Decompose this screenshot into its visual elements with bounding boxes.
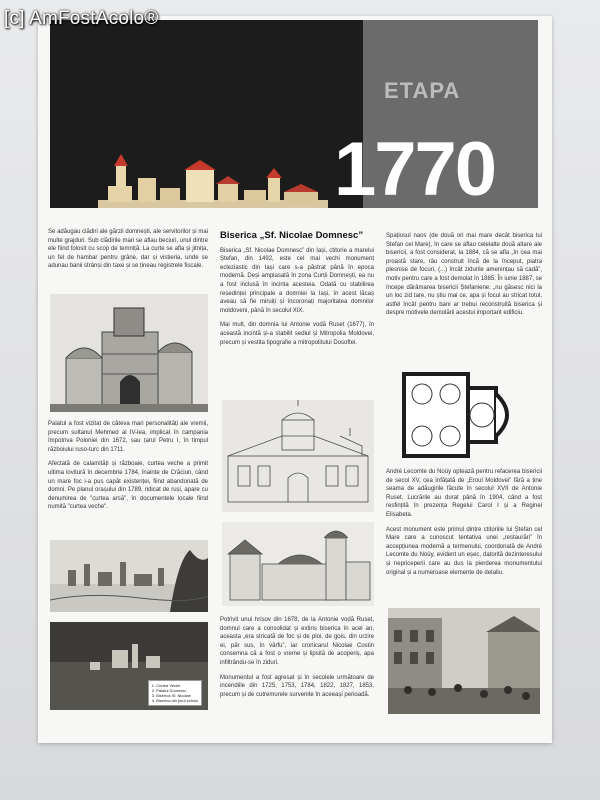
year-heading: 1770: [334, 127, 496, 208]
old-city-map: [50, 622, 208, 710]
church-front-drawing: [222, 400, 374, 512]
church-history-text: Potrivit unui hrisov din 1678, de la Antonie vodă Ruset, domnul care a consolidat și extins biserica în acel an, aceasta „era stricată de foc și de ploi, de gois, din urzire ei, păr sus, în vârfu”, iar cronicarul Nicolae Costin consemna că a fost o vreme și lipsită de acoperiș, apa infiltrându-se în ziduri. Monumentul a fost agresat și în secolele următoare de incendiile din 1725, 1753, 1784, 1822, 1827, 1853, precum și de cutremurele survenite în aceeași perioadă.: [220, 617, 374, 698]
nave-description-text: Spațiosul naos (de două ori mai mare decât biserica lui Ștefan cel Mare), în care se aflau celelalte două altare ale bisericii, a fost considerat, la 1884, că se afla „în cea mai proastă stare, râu construit încă de la început, piatra plesnise de focuri, (...) încât zidurile amenințau să cadă”, motiv pentru care a fost demolat în 1885. În iunie 1887, se începe dărâmarea bisericii Ștefaniene: „nu găsesc nici la un loc zid tare, nu știu mai ce, apa și focul au stricat totul, astfel încât pentru bani ar trebui reconstruită biserica și despre motivele demolării acestui important edificiu.: [386, 233, 542, 317]
left-intro-text: Se adăugau clădiri ale gărzii domnești, ale servitorilor și mai multe grajduri. Sub clădirile mari se aflau beciuri, unul dintre ele fiind folosit cu scop de temniță. La curte se afla și jitnița, un fel de hambar pentru grâne, dar și vistieria, unde se adunau banii strânși din taxe și se țineau registrele fiscale.: [48, 229, 208, 270]
map-legend: 1. Curtea Veche 2. Palatul Domnesc 3. Biserica Sf. Nicolae 4. Biserica din jurul zidului: [148, 680, 202, 706]
church-side-drawing: [222, 522, 374, 606]
church-heading: Biserica „Sf. Nicolae Domnesc”: [220, 230, 364, 241]
city-panorama-engraving: [50, 540, 208, 612]
stage-label: ETAPA: [384, 78, 461, 103]
church-floor-plan: [394, 366, 526, 464]
church-intro-section: Biserica „Sf. Nicolae Domnesc” Biserica „Sf. Nicolae Domnesc” din Iași, ctitorie a marelui Ștefan, din 1492, este cel mai vechi monument ecleziastic din Iași care s-a păstrat până în epoca modernă. Deși amplasată în zona Curții Domnești, ea nu a fost inclusă în incinta acesteia. Odată cu stabilirea reședinței principale a domniei la Iași, în acest lăcaș aveau să fie miruiți și încoronați majoritatea domnilor moldoveni, până în secolul XIX. Mai mult, din domnia lui Antonie vodă Ruset (1677), în această incintă și-a stabilit sediul și Mitropolia Moldovei, precum și vestita tipografie a mitropolitului Dosoftei.: [220, 230, 374, 346]
banner: [50, 20, 538, 208]
watermark: [c] AmFostAcolo®: [4, 8, 159, 29]
old-court-tower-engraving: [50, 294, 208, 412]
left-visitors-text: Palatul a fost vizitat de câteva mari personalități ale vremii, precum sultanul Mehmed al IV-lea, implicat în campania împotriva Poloniei din 1672, sau țarul Petru I, în timpul războiului ruso-turc din 1711. Afectată de calamități și războaie, curtea veche a primit ultima lovitură în decembrie 1784, înainte de Crăciun, când un mare foc i-a pus capăt existenței, fiind abandonată de domni. Pe planul orașului din 1789, ridicat de ruși, apare cu denumirea de "curtea arsă", în documentele locale fiind numită "curtea veche".: [48, 421, 208, 511]
restoration-text: André Lecomte du Noüy optează pentru refacerea bisericii de secol XV, cea înfățată de „Eroul Moldovei” fără a ține seama de adăugirile făcute în secolul XVII de Antonie Ruset. Lucrările au durat până în 1904, când a fost resfințită în prezența Regelui Carol I și a Reginei Elisabeta. Acest monument este primul dintre ctitoriile lui Ștefan cel Mare care a cunoscut tentativa unei „restaurări” în accepțiunea modernă a termenului, coordonată de André Lecomte du Noüy, evident un eșec, datorită dezinteresului și nepriceperii care au dus la pierderea monumentului original și a numeroase elemente de detaliu.: [386, 469, 542, 576]
street-scene-photo: [388, 608, 540, 714]
exhibit-panel: [38, 16, 552, 743]
castle-illustration: [98, 138, 328, 208]
